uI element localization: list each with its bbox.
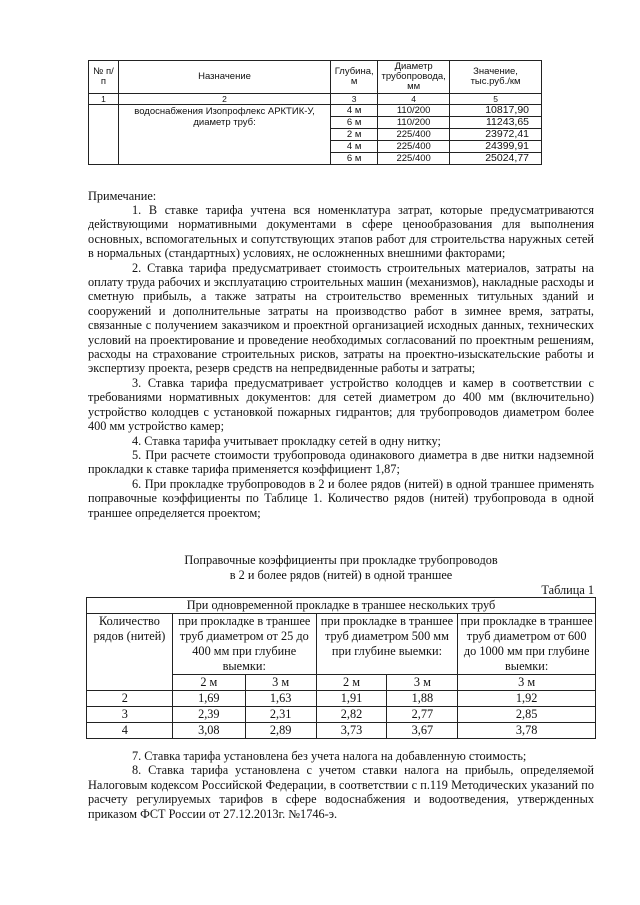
depth-cell: 6 м (331, 117, 378, 129)
diameter-cell: 225/400 (378, 153, 450, 165)
row-num-cell (89, 105, 119, 165)
coef-cell: 2,85 (458, 707, 596, 723)
note-paragraph: 6. При прокладке трубопроводов в 2 и более рядов (нитей) в одной траншее применять поправочные коэффициенты по Таблице 1. Количество рядов (нитей) трубопровода в одной траншее определяется проектом; (88, 476, 594, 520)
diameter-cell: 225/400 (378, 141, 450, 153)
item-name: водоснабжения Изопрофлекс АРКТИК-У, диаметр труб: (118, 105, 330, 165)
notes-block-a (88, 203, 594, 520)
coef-cell: 1,63 (245, 691, 316, 707)
depth-cell: 6 м (331, 153, 378, 165)
rows-count: 3 (87, 707, 173, 723)
coef-top-header: При одновременной прокладке в траншее нескольких труб (87, 598, 596, 614)
value-cell: 11243,65 (450, 117, 542, 129)
coef-cell: 3,08 (172, 723, 245, 739)
header-value: Значение, тыс.руб./км (450, 61, 542, 94)
note-title: Примечание: (88, 189, 157, 203)
col-number: 3 (331, 94, 378, 105)
note-paragraph: 8. Ставка тарифа установлена с учетом ставки налога на прибыль, определяемой Налоговым кодексом Российской Федерации, в соответствии с п.119 Методических указаний по расчету регулируемых тарифов в сфере водоснабжения и водоотведения, утвержденных приказом ФСТ России от 27.12.2013г. №1746-э. (88, 763, 594, 821)
coef-cell: 1,91 (316, 691, 387, 707)
coef-group-header-row (87, 614, 596, 675)
header-purpose: Назначение (118, 61, 330, 94)
coef-top-header-row (87, 598, 596, 614)
group-header: при прокладке в траншее труб диаметром 500 мм при глубине выемки: (316, 614, 458, 675)
depth-subheader: 2 м (316, 675, 387, 691)
note-paragraph: 1. В ставке тарифа учтена вся номенклатура затрат, которые предусматриваются действующими нормативными документами в сфере ценообразования для выполнения основных, вспомогательных и сопутствующих этапов работ для строительства наружных сетей в нормальных (стандартных) условиях, не осложненных внешними факторами; (88, 203, 594, 261)
rows-count: 4 (87, 723, 173, 739)
table-row (89, 105, 542, 117)
note-paragraph: 5. При расчете стоимости трубопровода одинакового диаметра в две нитки надземной прокладки к ставке тарифа применяется коэффициент 1,87; (88, 447, 594, 477)
depth-subheader: 3 м (245, 675, 316, 691)
coef-cell: 2,39 (172, 707, 245, 723)
note-paragraph: 3. Ставка тарифа предусматривает устройство колодцев и камер в соответствии с требованиями нормативных документов: для сетей диаметром до 400 мм (включительно) устройство колодцев с установкой пожарных гидрантов; для трубопроводов диаметром более 400 мм устройство камер; (88, 375, 594, 434)
table-label: Таблица 1 (541, 583, 594, 597)
tariff-table-header (89, 61, 542, 94)
caption-line: Поправочные коэффициенты при прокладке трубопроводов (184, 553, 498, 567)
diameter-cell: 110/200 (378, 105, 450, 117)
rows-count: 2 (87, 691, 173, 707)
depth-subheader: 2 м (172, 675, 245, 691)
coef-cell: 2,31 (245, 707, 316, 723)
header-diameter: Диаметр трубопровода, мм (378, 61, 450, 94)
coef-cell: 1,88 (387, 691, 458, 707)
group-header: при прокладке в траншее труб диаметром от 600 до 1000 мм при глубине выемки: (458, 614, 596, 675)
coef-cell: 2,89 (245, 723, 316, 739)
note-paragraph: 4. Ставка тарифа учитывает прокладку сетей в одну нитку; (132, 433, 441, 448)
table-row (87, 691, 596, 707)
coef-cell: 3,78 (458, 723, 596, 739)
note-paragraph: 2. Ставка тарифа предусматривает стоимость строительных материалов, затраты на оплату труда рабочих и эксплуатацию строительных машин (механизмов), накладные расходы и сметную прибыль, а также затраты на строительство временных титульных зданий и сооружений и дополнительные затраты на производство работ в зимнее время, затраты, связанные с получением заказчиком и проектной организацией исходных данных, технических условий на проектирование и проведение необходимых согласований по проектным решениям, расходы на страхование строительных рисков, затраты на проектно-изыскательские работы и экспертизу проекта, резерв средств на непредвиденные работы и затраты; (88, 260, 594, 376)
coef-cell: 2,82 (316, 707, 387, 723)
table-caption (88, 553, 594, 583)
tariff-table (88, 60, 542, 165)
value-cell: 25024,77 (450, 153, 542, 165)
coef-cell: 3,67 (387, 723, 458, 739)
coef-cell: 1,92 (458, 691, 596, 707)
diameter-cell: 225/400 (378, 129, 450, 141)
depth-cell: 4 м (331, 105, 378, 117)
col-number: 1 (89, 94, 119, 105)
diameter-cell: 110/200 (378, 117, 450, 129)
group-header: при прокладке в траншее труб диаметром от 25 до 400 мм при глубине выемки: (172, 614, 316, 675)
value-cell: 23972,41 (450, 129, 542, 141)
coef-cell: 1,69 (172, 691, 245, 707)
coef-cell: 2,77 (387, 707, 458, 723)
coefficient-table (86, 597, 596, 739)
depth-subheader: 3 м (458, 675, 596, 691)
coef-cell: 3,73 (316, 723, 387, 739)
value-cell: 24399,91 (450, 141, 542, 153)
col-number: 5 (450, 94, 542, 105)
value-cell: 10817,90 (450, 105, 542, 117)
col-number: 4 (378, 94, 450, 105)
rows-header: Количество рядов (нитей) (87, 614, 173, 691)
depth-cell: 2 м (331, 129, 378, 141)
table-row (87, 723, 596, 739)
depth-subheader: 3 м (387, 675, 458, 691)
caption-line: в 2 и более рядов (нитей) в одной траншее (229, 568, 453, 582)
note-paragraph: 7. Ставка тарифа установлена без учета налога на добавленную стоимость; (132, 749, 527, 763)
header-depth: Глубина, м (331, 61, 378, 94)
depth-cell: 4 м (331, 141, 378, 153)
col-number: 2 (118, 94, 330, 105)
column-numbers-row (89, 94, 542, 105)
notes-block-b (88, 749, 594, 821)
header-num: № п/п (89, 61, 119, 94)
table-row (87, 707, 596, 723)
